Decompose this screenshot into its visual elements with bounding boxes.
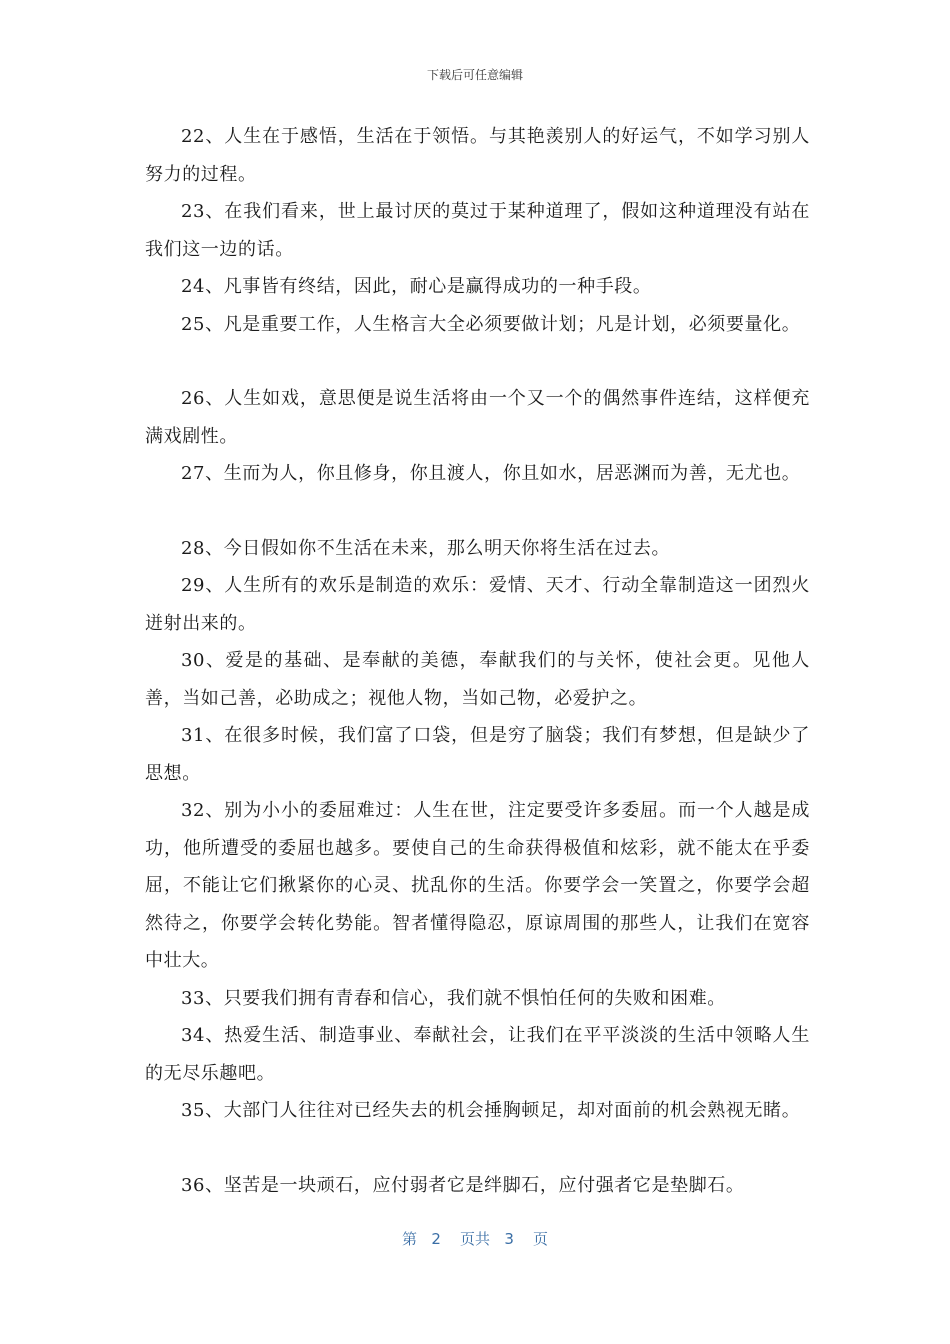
blank-line	[145, 343, 810, 380]
footer-prefix: 第	[402, 1230, 418, 1248]
total-pages-number: 3	[504, 1230, 514, 1248]
paragraph-26: 26、人生如戏，意思便是说生活将由一个又一个的偶然事件连结，这样便充满戏剧性。	[145, 388, 810, 447]
paragraph-23: 23、在我们看来，世上最讨厌的莫过于某种道理了，假如这种道理没有站在我们这一边的话。	[145, 201, 810, 260]
page-footer	[0, 1228, 950, 1249]
paragraph-22: 22、人生在于感悟，生活在于领悟。与其艳羡别人的好运气，不如学习别人努力的过程。	[145, 126, 810, 185]
footer-middle: 页共	[459, 1230, 490, 1248]
paragraph-33: 33、只要我们拥有青春和信心，我们就不惧怕任何的失败和困难。	[181, 987, 726, 1009]
paragraph-31: 31、在很多时候，我们富了口袋，但是穷了脑袋；我们有梦想，但是缺少了思想。	[145, 725, 810, 784]
page-header: 下载后可任意编辑	[426, 68, 523, 82]
current-page-number: 2	[431, 1230, 441, 1248]
paragraph-30: 30、爱是的基础、是奉献的美德，奉献我们的与关怀，使社会更。见他人善，当如己善，必助成之；视他人物，当如己物，必爱护之。	[145, 650, 810, 709]
blank-line	[145, 1130, 810, 1167]
paragraph-24: 24、凡事皆有终结，因此，耐心是赢得成功的一种手段。	[181, 276, 652, 297]
blank-line	[145, 493, 810, 530]
paragraph-34: 34、热爱生活、制造事业、奉献社会，让我们在平平淡淡的生活中领略人生的无尽乐趣吧。	[145, 1025, 810, 1084]
paragraph-25: 25、凡是重要工作，人生格言大全必须要做计划；凡是计划，必须要量化。	[181, 313, 801, 335]
paragraph-35: 35、大部门人往往对已经失去的机会捶胸顿足，却对面前的机会熟视无睹。	[181, 1100, 801, 1121]
paragraph-32: 32、别为小小的委屈难过：人生在世，注定要受许多委屈。而一个人越是成功，他所遭受的委屈也越多。要使自己的生命获得极值和炫彩，就不能太在乎委屈，不能让它们揪紧你的心灵、扰乱你的生活。你要学会一笑置之，你要学会超然待之，你要学会转化势能。智者懂得隐忍，原谅周围的那些人，让我们在宽容中壮大。	[145, 800, 810, 971]
paragraph-27: 27、生而为人，你且修身，你且渡人，你且如水，居恶渊而为善，无尤也。	[181, 463, 801, 484]
paragraph-29: 29、人生所有的欢乐是制造的欢乐：爱情、天才、行动全靠制造这一团烈火迸射出来的。	[145, 575, 810, 634]
footer-suffix: 页	[532, 1230, 548, 1248]
document-body	[145, 118, 810, 1204]
paragraph-28: 28、今日假如你不生活在未来，那么明天你将生活在过去。	[181, 537, 671, 559]
paragraph-36: 36、坚苦是一块顽石，应付弱者它是绊脚石，应付强者它是垫脚石。	[181, 1174, 745, 1196]
